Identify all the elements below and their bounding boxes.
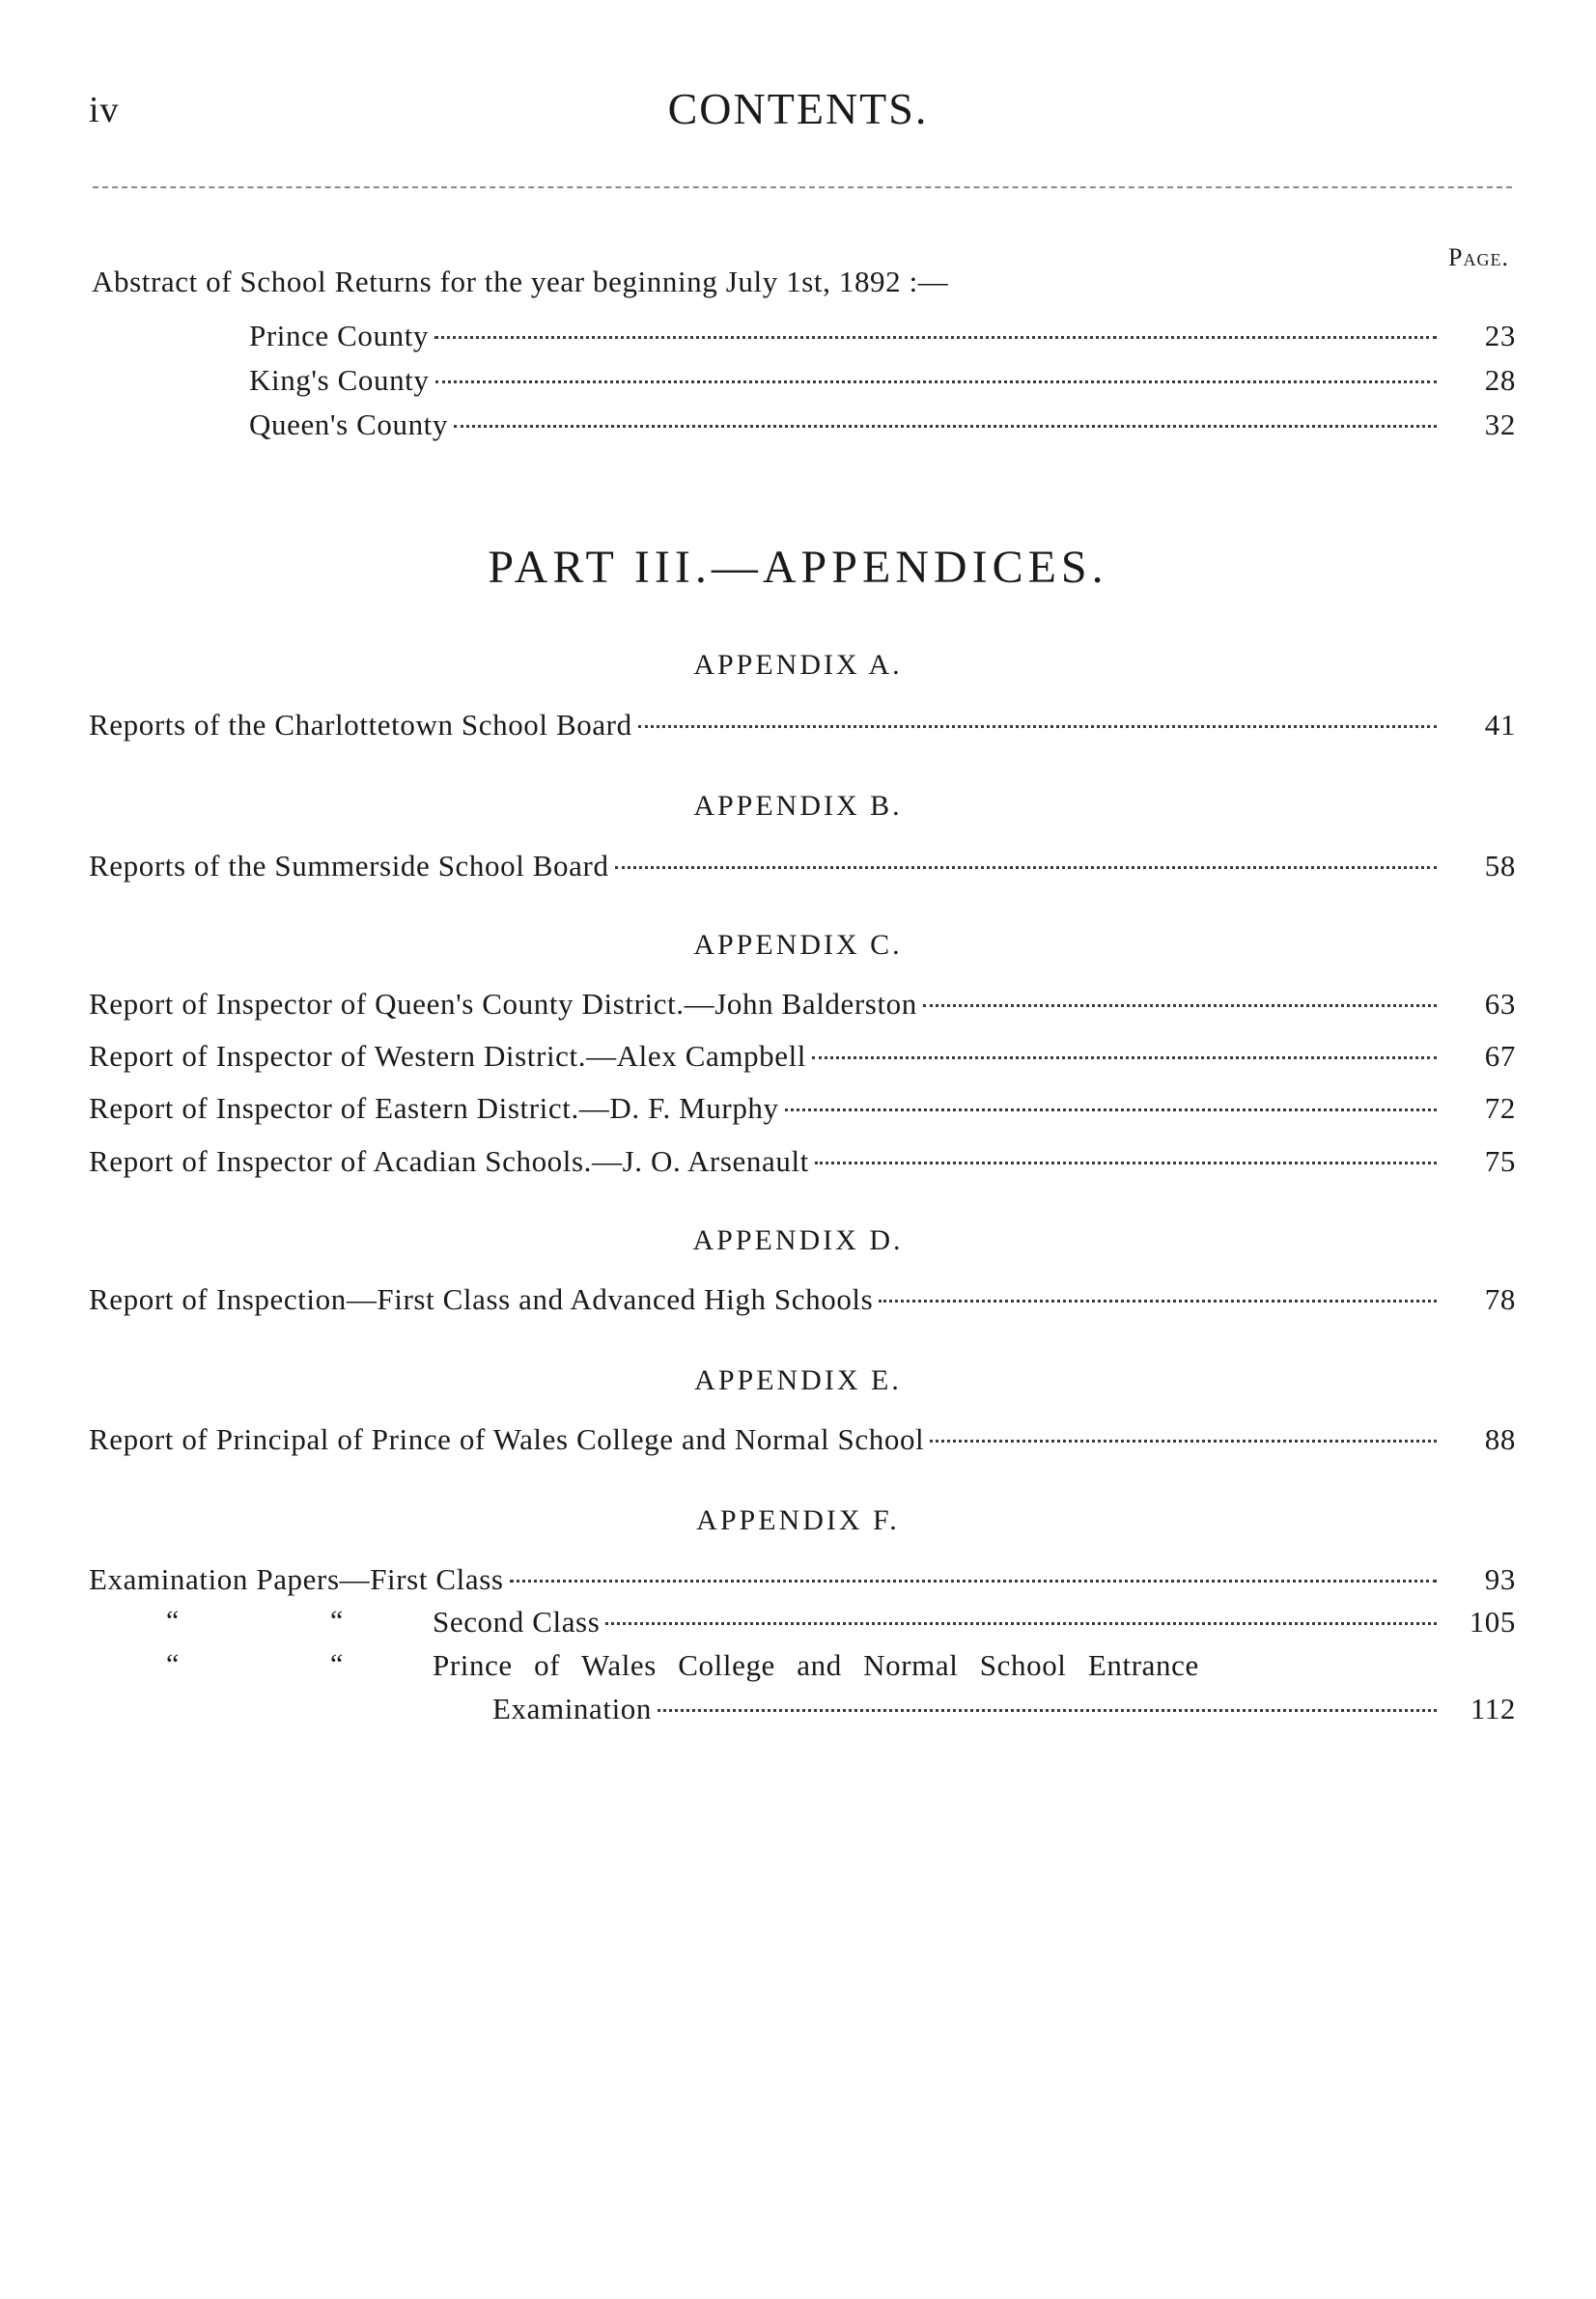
dot-leader <box>658 1709 1437 1712</box>
appendix-heading: APPENDIX A. <box>693 649 903 681</box>
appendix-heading: APPENDIX F. <box>696 1504 900 1536</box>
page-number: iv <box>89 90 120 130</box>
appendix-heading: APPENDIX B. <box>693 790 903 822</box>
toc-entry <box>89 1422 1516 1457</box>
toc-entry-continuation: Examination <box>492 1692 653 1725</box>
toc-entry-label: Reports of the Summerside School Board <box>89 849 609 883</box>
toc-entry-label: Report of Principal of Prince of Wales College and Normal School <box>89 1422 925 1456</box>
toc-entry-page: 58 <box>1484 849 1516 883</box>
dot-leader <box>605 1622 1437 1625</box>
page-title: CONTENTS. <box>667 84 929 133</box>
toc-entry-label: Report of Inspector of Eastern District.—D. F. Murphy <box>89 1091 779 1125</box>
toc-entry-page: 112 <box>1470 1692 1516 1725</box>
toc-entry <box>89 987 1516 1022</box>
header-rule <box>93 186 1512 188</box>
toc-entry <box>89 708 1516 743</box>
dot-leader <box>930 1440 1437 1443</box>
toc-entry-label: Prince County <box>249 319 430 352</box>
dot-leader <box>812 1056 1437 1059</box>
toc-entry-page: 67 <box>1484 1039 1516 1073</box>
toc-entry-label: Report of Inspection—First Class and Advanced High Schools <box>89 1282 874 1316</box>
toc-entry-page: 78 <box>1484 1282 1516 1316</box>
dot-leader <box>615 866 1437 869</box>
dot-leader <box>879 1300 1437 1303</box>
toc-entry-page: 72 <box>1484 1091 1516 1125</box>
toc-entry-label: Report of Inspector of Queen's County District.—John Balderston <box>89 987 917 1021</box>
toc-entry-page: 23 <box>1484 319 1516 352</box>
toc-entry-label: Report of Inspector of Acadian Schools.—J. O. Arsenault <box>89 1144 809 1178</box>
toc-entry <box>89 1282 1516 1317</box>
toc-entry-page: 32 <box>1484 407 1516 441</box>
dot-leader <box>510 1580 1437 1583</box>
dot-leader <box>435 380 1438 383</box>
toc-entry-page: 93 <box>1484 1562 1516 1596</box>
toc-entry <box>249 363 1516 398</box>
toc-entry-page: 41 <box>1484 708 1516 742</box>
toc-entry <box>249 407 1516 442</box>
dot-leader <box>815 1162 1437 1164</box>
toc-entry-label: Second Class <box>433 1605 601 1639</box>
toc-entry-page: 28 <box>1484 363 1516 397</box>
toc-entry-label: Examination Papers—First Class <box>89 1562 504 1596</box>
toc-entry <box>89 1144 1516 1179</box>
toc-entry-page: 88 <box>1484 1422 1516 1456</box>
dot-leader <box>434 336 1437 339</box>
part-title: PART III.—APPENDICES. <box>488 542 1108 593</box>
toc-entry <box>433 1605 1516 1640</box>
toc-entry-label: Queen's County <box>249 407 448 441</box>
toc-entry-label: Report of Inspector of Western District.—Alex Campbell <box>89 1039 807 1073</box>
abstract-heading: Abstract of School Returns for the year beginning July 1st, 1892 :— <box>92 265 949 298</box>
toc-entry <box>89 1039 1516 1074</box>
ditto-mark: “ <box>330 1605 344 1637</box>
toc-entry-label: King's County <box>249 363 430 397</box>
toc-entry <box>492 1692 1516 1726</box>
toc-entry <box>89 1091 1516 1126</box>
toc-entry <box>89 1562 1516 1597</box>
appendix-heading: APPENDIX E. <box>694 1364 902 1396</box>
dot-leader <box>454 425 1437 428</box>
toc-entry-label: Prince of Wales College and Normal School Entrance <box>433 1648 1199 1682</box>
ditto-mark: “ <box>166 1648 180 1680</box>
toc-entry <box>89 849 1516 883</box>
appendix-heading: APPENDIX C. <box>693 929 903 961</box>
toc-entry-page: 105 <box>1469 1605 1516 1639</box>
toc-entry-label: Reports of the Charlottetown School Board <box>89 708 632 742</box>
dot-leader <box>785 1108 1437 1111</box>
ditto-mark: “ <box>330 1648 344 1680</box>
toc-entry-page: 63 <box>1484 987 1516 1021</box>
appendix-heading: APPENDIX D. <box>692 1224 904 1256</box>
page-column-label: Page. <box>1448 243 1509 271</box>
dot-leader <box>923 1004 1437 1007</box>
toc-entry <box>249 319 1516 353</box>
dot-leader <box>638 725 1437 728</box>
ditto-mark: “ <box>166 1605 180 1637</box>
toc-entry-page: 75 <box>1484 1144 1516 1178</box>
